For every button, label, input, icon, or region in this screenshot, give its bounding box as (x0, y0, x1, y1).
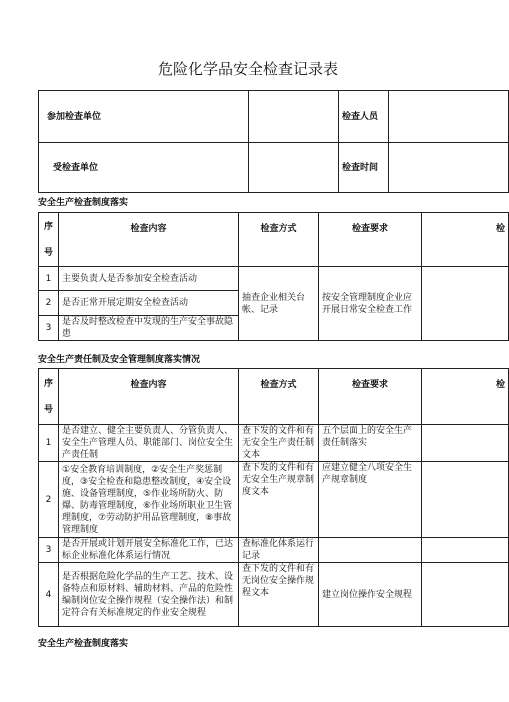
row-no: 3 (39, 316, 59, 341)
row-method: 查下发的文件和有无安全生产责任制文本 (239, 425, 319, 462)
col-method-header: 检查方式 (239, 213, 319, 267)
row-method: 查下发的文件和有无岗位安全操作规程文本 (239, 563, 319, 627)
row-no: 1 (39, 425, 59, 462)
col-content-header: 检查内容 (59, 213, 239, 267)
section2-table (38, 368, 509, 627)
row-no: 4 (39, 563, 59, 627)
table-row (39, 563, 509, 627)
section3-title: 安全生产检查制度落实 (38, 639, 129, 649)
row-content: ①安全教育培训制度，②安全生产奖惩制度，③安全检查和隐患整改制度，④安全设施、设备管理制度，⑤作业场所防火、防爆、防毒管理制度，⑥作业场所职业卫生管理制度，⑦劳动防护用品管理制度，⑧事故管理制度 (59, 462, 239, 538)
row-content: 是否及时整改检查中发现的生产安全事故隐患 (59, 316, 239, 341)
row-content: 是否正常开展定期安全检查活动 (59, 291, 239, 316)
col-no-header: 序号 (39, 213, 59, 267)
col-requirement-header: 检查要求 (319, 369, 422, 425)
table-row (39, 462, 509, 538)
inspector-label: 检查人员 (339, 91, 389, 143)
row-method: 抽查企业相关台帐、记录 (239, 267, 319, 341)
section1-table (38, 212, 509, 341)
checked-unit-value[interactable] (249, 143, 339, 193)
row-result[interactable] (422, 563, 509, 627)
row-requirement: 按安全管理制度企业应开展日常安全检查工作 (319, 267, 422, 341)
inspected-unit-value[interactable] (249, 91, 339, 143)
row-requirement: 建立岗位操作安全规程 (319, 563, 422, 627)
col-content-header: 检查内容 (59, 369, 239, 425)
row-no: 2 (39, 462, 59, 538)
section2-title: 安全生产责任制及安全管理制度落实情况 (38, 355, 201, 365)
col-result-header: 检 (422, 369, 509, 425)
table-row (39, 267, 509, 291)
table-row (39, 425, 509, 462)
row-requirement: 应建立健全八项安全生产规章制度 (319, 462, 422, 538)
row-content: 是否根据危险化学品的生产工艺、技术、设备特点和原材料、辅助材料、产品的危险性编制岗位安全操作规程（安全操作法）和制定符合有关标准规定的作业安全规程 (59, 563, 239, 627)
row-requirement: 五个层面上的安全生产责任制落实 (319, 425, 422, 462)
row-no: 1 (39, 267, 59, 291)
row-method: 查下发的文件和有无安全生产规章制度文本 (239, 462, 319, 538)
check-time-value[interactable] (389, 143, 509, 193)
row-content: 是否建立、健全主要负责人、分管负责人、安全生产管理人员、职能部门、岗位安全生产责任制 (59, 425, 239, 462)
table-row (39, 538, 509, 563)
col-method-header: 检查方式 (239, 369, 319, 425)
row-content: 是否开展或计划开展安全标准化工作，已达标企业标准化体系运行情况 (59, 538, 239, 563)
row-result[interactable] (422, 538, 509, 563)
row-no: 2 (39, 291, 59, 316)
row-result[interactable] (422, 267, 509, 341)
row-content: 主要负责人是否参加安全检查活动 (59, 267, 239, 291)
row-no: 3 (39, 538, 59, 563)
inspector-value[interactable] (389, 91, 509, 143)
row-result[interactable] (422, 425, 509, 462)
section1-title: 安全生产检查制度落实 (38, 198, 129, 208)
row-requirement (319, 538, 422, 563)
col-no-header: 序号 (39, 369, 59, 425)
inspected-unit-label: 参加检查单位 (39, 91, 249, 143)
row-method: 查标准化体系运行记录 (239, 538, 319, 563)
row-result[interactable] (422, 462, 509, 538)
col-requirement-header: 检查要求 (319, 213, 422, 267)
col-result-header: 检 (422, 213, 509, 267)
header-table (38, 90, 509, 193)
check-time-label: 检查时间 (339, 143, 389, 193)
checked-unit-label: 受检查单位 (39, 143, 249, 193)
document-title: 危险化学品安全检查记录表 (157, 60, 338, 78)
